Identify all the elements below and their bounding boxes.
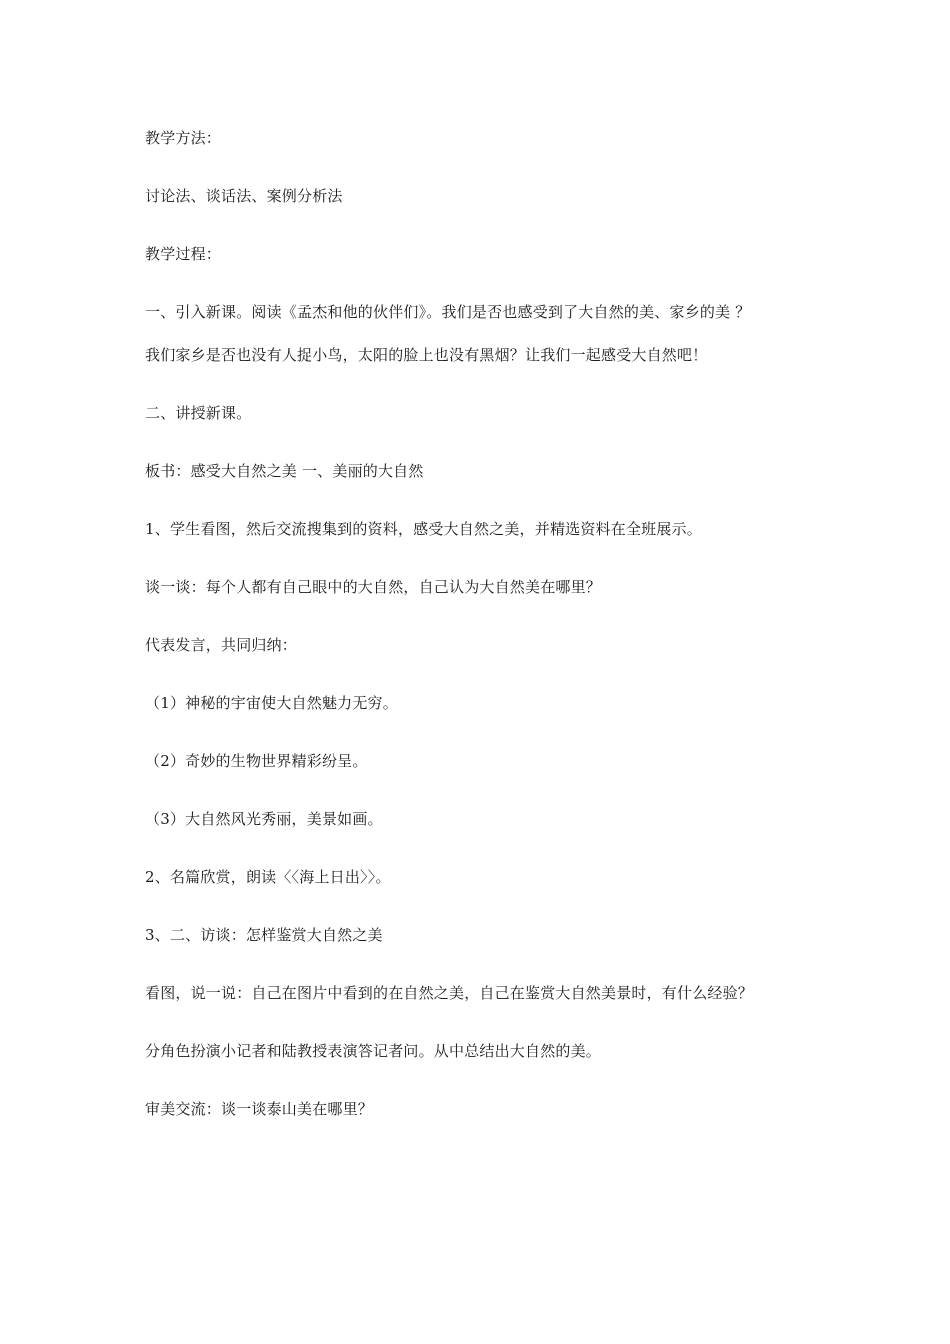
teaching-methods-list: 讨论法、谈话法、案例分析法 [145,187,343,205]
summary-item-2: （2）奇妙的生物世界精彩纷呈。 [145,752,368,770]
step-1-paragraph: 1、学生看图，然后交流搜集到的资料，感受大自然之美，并精选资料在全班展示。 [145,520,702,538]
intro-paragraph-line-2: 我们家乡是否也没有人捉小鸟，太阳的脸上也没有黑烟？让我们一起感受大自然吧！ [145,346,708,364]
section-new-lesson: 二、讲授新课。 [145,404,252,422]
role-play-paragraph: 分角色扮演小记者和陆教授表演答记者问。从中总结出大自然的美。 [145,1042,602,1060]
summary-item-1: （1）神秘的宇宙使大自然魅力无穷。 [145,694,398,712]
step-3-paragraph: 3、二、访谈：怎样鉴赏大自然之美 [145,926,383,944]
heading-teaching-process: 教学过程： [145,245,222,263]
summary-item-3: （3）大自然风光秀丽，美景如画。 [145,810,383,828]
summary-heading: 代表发言，共同归纳： [145,636,298,654]
blackboard-note: 板书：感受大自然之美 一、美丽的大自然 [145,462,424,480]
look-and-talk-paragraph: 看图，说一说：自己在图片中看到的在自然之美，自己在鉴赏大自然美景时，有什么经验？ [145,984,754,1002]
heading-teaching-methods: 教学方法： [145,129,222,147]
intro-paragraph-line-1: 一、引入新课。阅读《孟杰和他的伙伴们》。我们是否也感受到了大自然的美、家乡的美 ？ [145,303,751,321]
discussion-prompt: 谈一谈：每个人都有自己眼中的大自然，自己认为大自然美在哪里？ [145,578,602,596]
aesthetic-exchange-paragraph: 审美交流：谈一谈泰山美在哪里？ [145,1100,374,1118]
step-2-paragraph: 2、名篇欣赏，朗读〈〈海上日出〉〉。 [145,868,391,886]
